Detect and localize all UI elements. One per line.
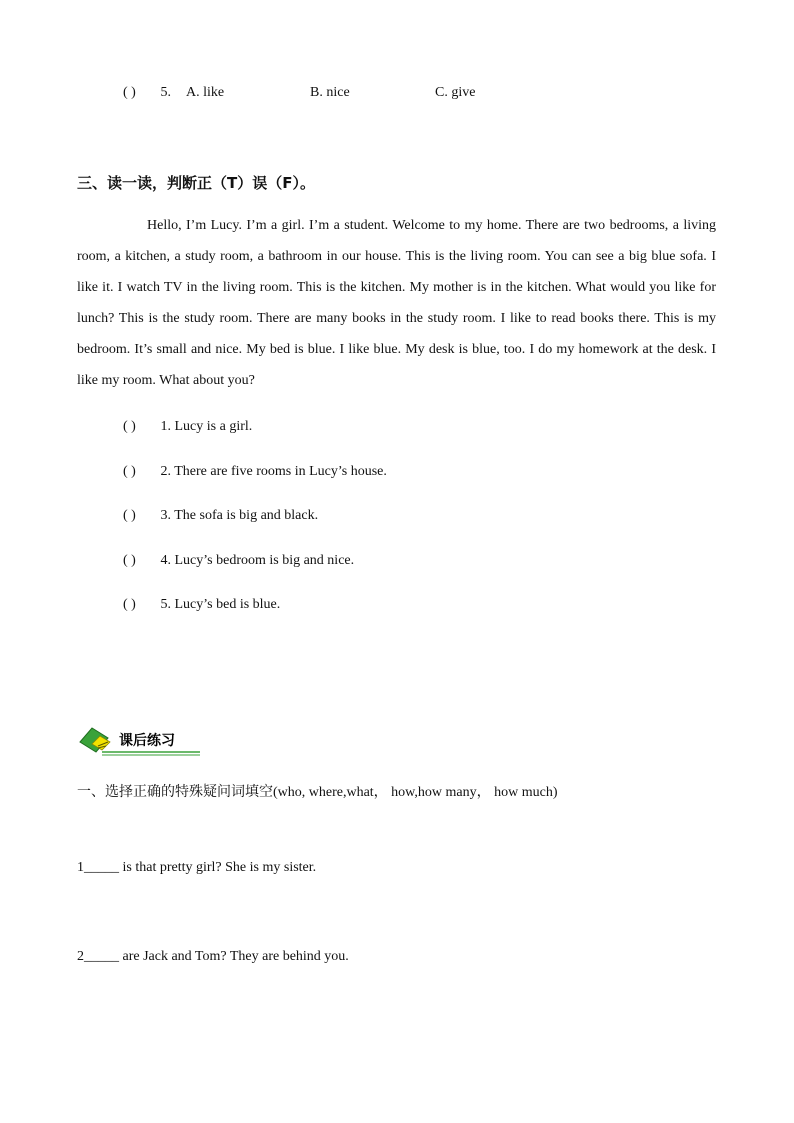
question-text: 1. Lucy is a girl. [160,419,253,434]
answer-blank[interactable]: ( ) [123,419,136,434]
passage-text: Hello, I’m Lucy. I’m a girl. I’m a student. Welcome to my home. There are two bedrooms, a living room, a kitchen, a study room, a bathroom in our house. This is the living room. You can see a big blue sofa. I like it. I watch TV in the living room. This is the kitchen. My mother is in the kitchen. What would you like for lunch? This is the study room. There are many books in the study room. I like to read books there. This is my bedroom. It’s small and nice. My bed is blue. I like blue. My desk is blue, too. I do my homework at the desk. I like my room. What about you? [77,218,716,388]
practice-item-2: 2_____ are Jack and Tom? They are behind you. [77,949,349,964]
tf-question-2 [123,463,387,481]
section-3-heading: 三、读一读，判断正（T）误（F）。 [77,174,315,192]
tf-question-1 [123,418,252,436]
practice-heading-cn: 一、选择正确的特殊疑问词填空 [77,784,273,800]
top-question-5 [123,84,171,102]
answer-blank[interactable]: ( ) [123,553,136,568]
question-text: 2. There are five rooms in Lucy’s house. [160,464,387,479]
practice-item-1: 1_____ is that pretty girl? She is my sister. [77,860,317,875]
answer-blank[interactable]: ( ) [123,85,136,100]
question-text: 3. The sofa is big and black. [160,508,319,523]
practice-badge-label: 课后练习 [119,733,175,749]
option-a: A. like [186,85,225,100]
option-c: C. give [435,85,476,100]
tf-question-3 [123,507,318,525]
answer-blank[interactable]: ( ) [123,597,136,612]
tf-question-4 [123,552,354,570]
practice-heading-en: (who, where,what， how,how many， how much) [273,785,558,800]
reading-passage [77,210,716,396]
question-number: 5. [160,85,171,100]
question-text: 4. Lucy’s bedroom is big and nice. [160,553,355,568]
answer-blank[interactable]: ( ) [123,508,136,523]
option-b: B. nice [310,85,350,100]
answer-blank[interactable]: ( ) [123,464,136,479]
tf-question-5 [123,596,280,614]
question-text: 5. Lucy’s bed is blue. [160,597,281,612]
practice-heading [77,781,557,801]
